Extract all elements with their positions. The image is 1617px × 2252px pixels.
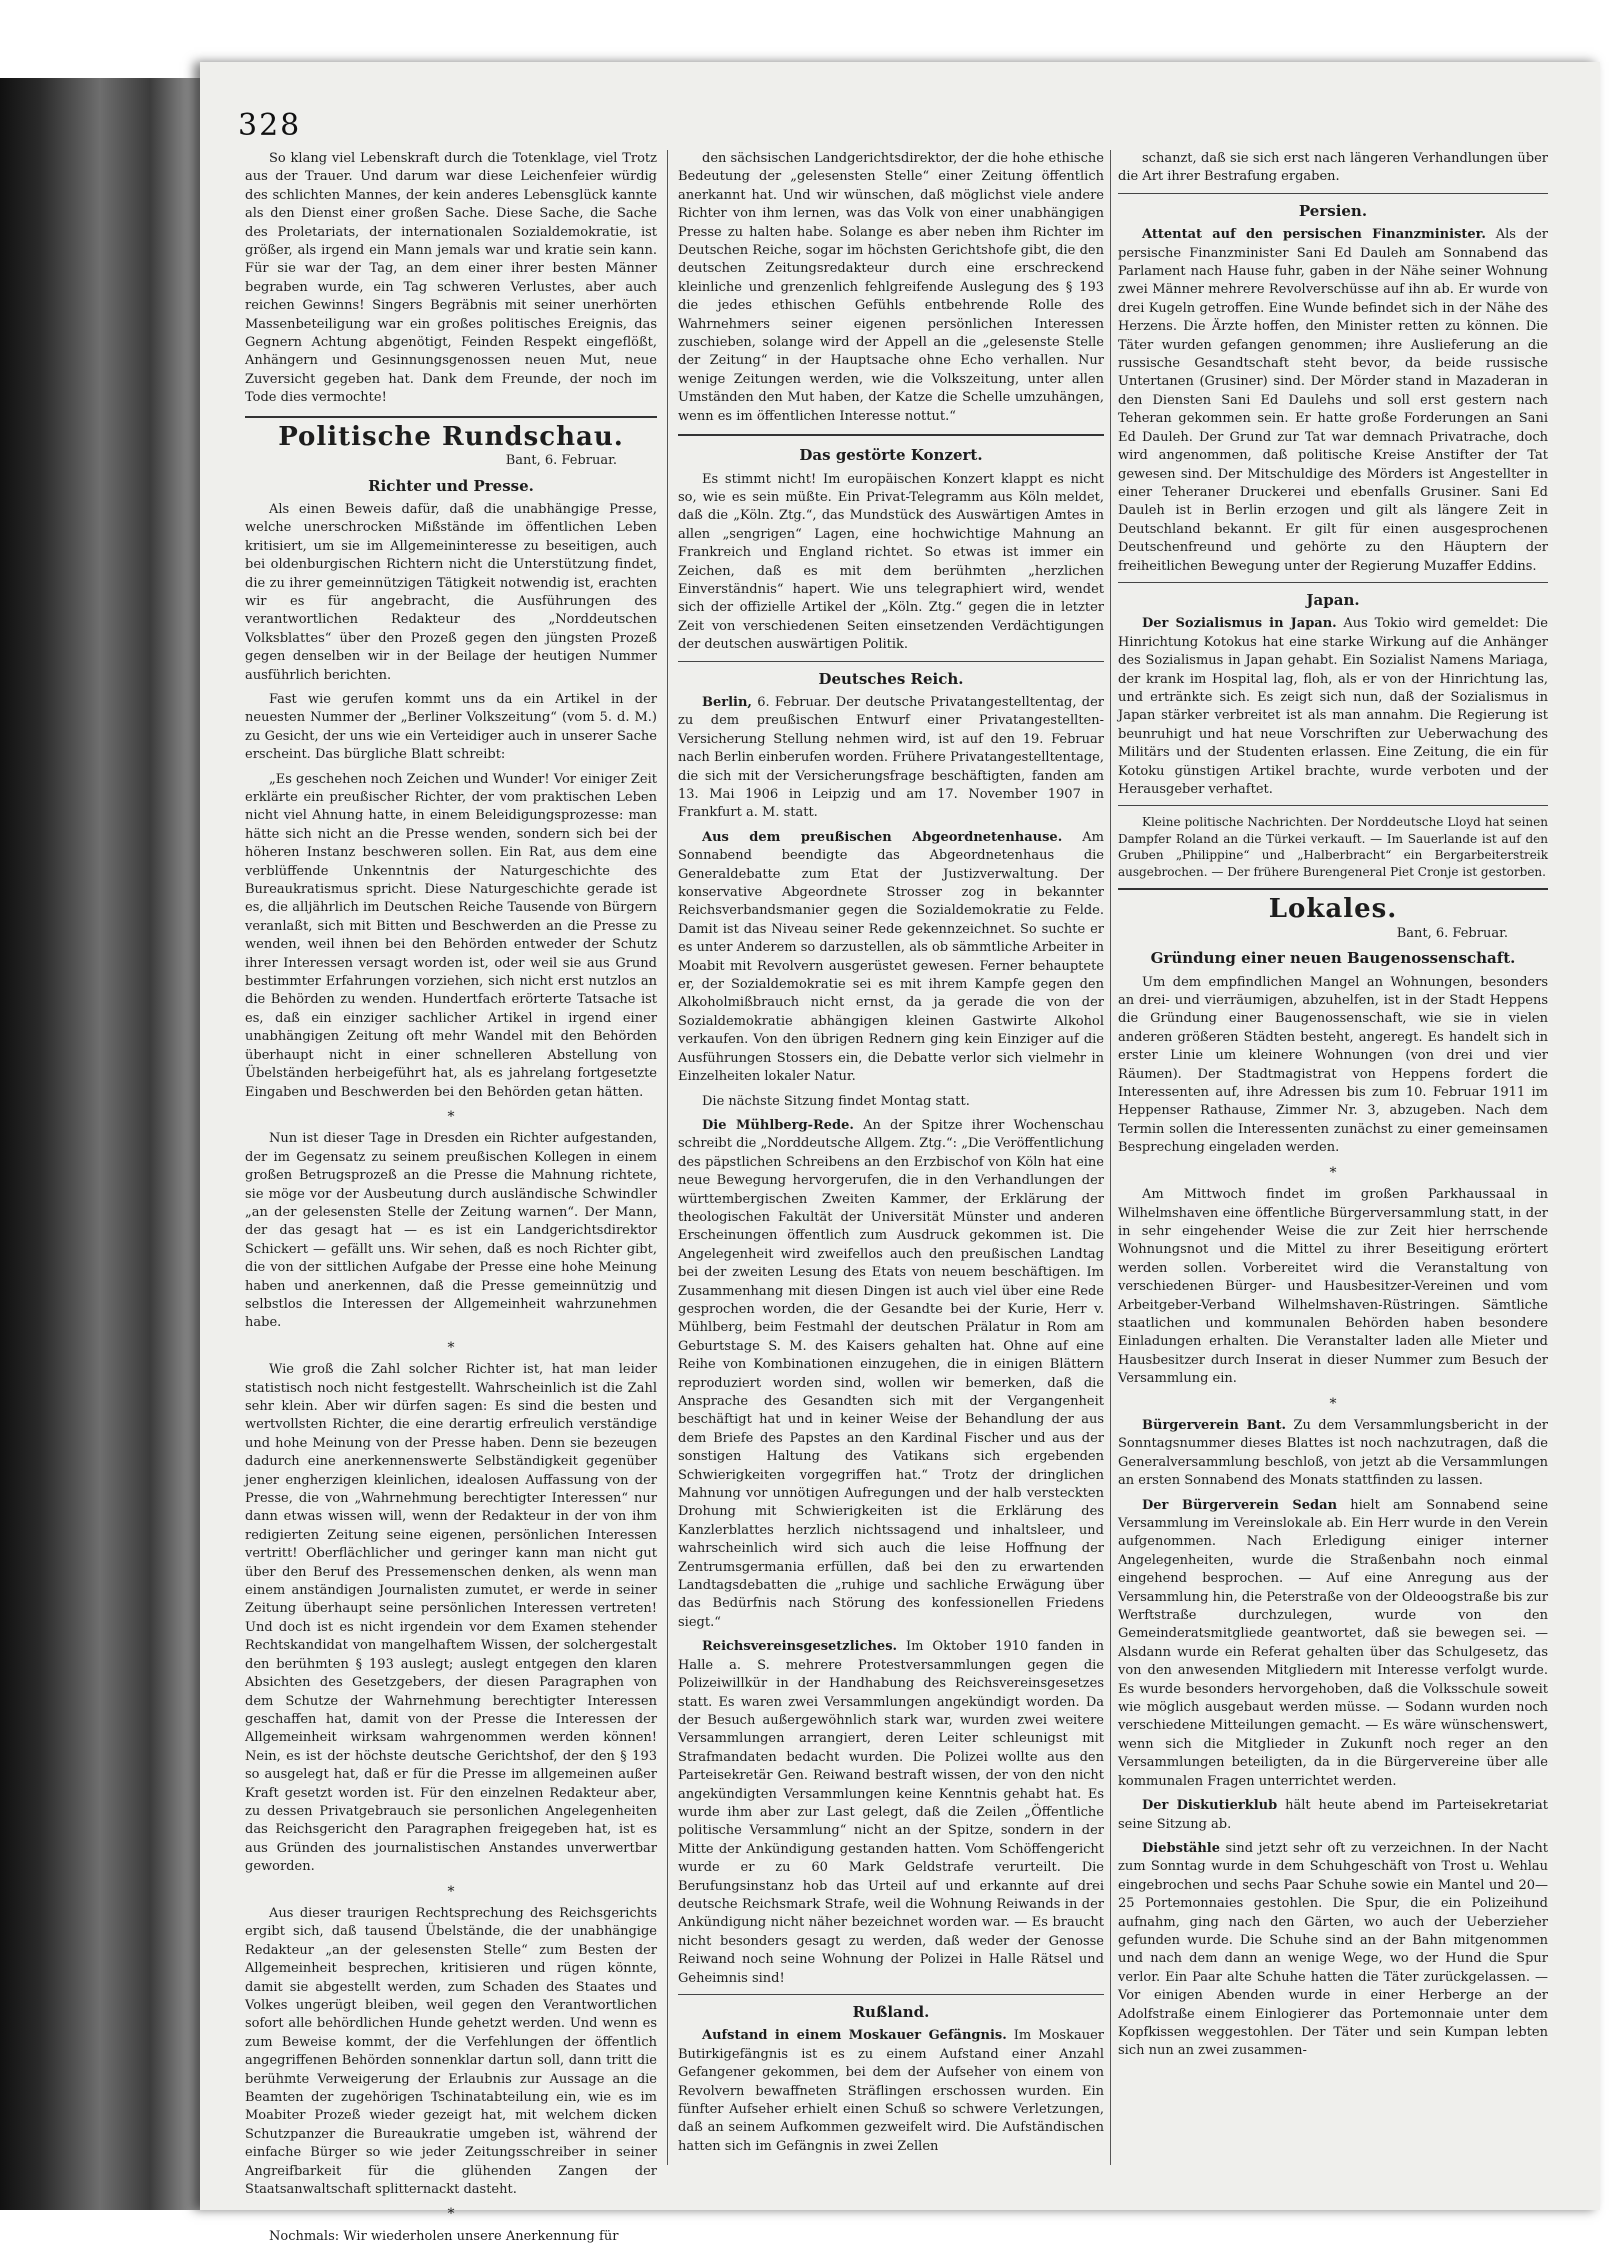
paragraph: den sächsischen Landgerichtsdirektor, der die hohe ethische Bedeutung der „gelesensten Stelle“ einer Zeitung öffentlich anerkannt hat. Und wir wünschen, daß möglichst viele andere Richter von ihm lernen, was das Volk von einer unabhängigen Presse zu halten habe. Solange es aber neben ihm Richter im Deutschen Reiche, sogar im höchsten Gerichtshofe gibt, die den deutschen Zeitungsredakteur durch eine erschreckend kleinliche und grenzenlich fehlgreifende Auslegung des § 193 die jedes ethischen Gefühls entbehrende Rolle des Wahrnehmers seiner eigenen persönlichen Interessen zuschieben, solange wird der Appell an die „gelesenste Stelle der Zeitung“ in der Hauptsache ohne Echo verhallen. Nur wenige Zeitungen werden, wie die Volkszeitung, unter allen Umständen den Mut haben, der Katze die Schelle umzuhängen, wenn es im öffentlichen Interesse nottut.“ xyxy=(678,151,1104,424)
paragraph: Es stimmt nicht! Im europäischen Konzert klappt es nicht so, wie es sein müßte. Ein Privat-Telegramm aus Köln meldet, daß die „Köln. Ztg.“, das Mundstück des Auswärtigen Amtes in allen „sengrigen“ Lagen, eine hochwichtige Mahnung an Frankreich und England richtet. So etwas ist immer ein Zeichen, daß es mit dem berühmten „herzlichen Einverständnis“ hapert. Wie uns telegraphiert wird, wendet sich der offizielle Artikel der „Köln. Ztg.“ gegen die in letzter Zeit von verschiedenen Seiten einsetzenden Verdächtigungen der deutschen auswärtigen Politik. xyxy=(678,471,1104,653)
lead-word: Reichsvereinsgesetzliches. xyxy=(702,1639,898,1655)
paragraph xyxy=(1118,1497,1548,1792)
dateline: Bant, 6. Februar. xyxy=(505,453,617,469)
paragraph xyxy=(1118,1840,1548,2061)
divider xyxy=(1118,193,1548,194)
paragraph-text: 6. Februar. Der deutsche Privatangestelltentag, der zu dem preußischen Entwurf einer Privatangestellten-Versicherung Stellung nehmen wird, ist auf den 19. Februar nach Berlin einberufen worden. Frühere Privatangestelltentage, die sich mit der Versicherungsfrage beschäftigten, fanden am 13. Mai 1906 in Leipzig und am 17. November 1907 in Frankfurt a. M. statt. xyxy=(678,694,1104,821)
column-middle xyxy=(678,150,1104,2162)
lead-word: Diebstähle xyxy=(1142,1840,1220,1856)
paragraph: Als einen Beweis dafür, daß die unabhängige Presse, welche unerschrocken Mißstände im öffentlichen Leben kritisiert, um sie im Allgemeininteresse zu beseitigen, auch bei oldenburgischen Richtern nicht die Unterstützung findet, die zu ihrer gemeinnützigen Tätigkeit notwendig ist, erachten wir es für angebracht, die Ausführungen des verantwortlichen Redakteur des „Norddeutschen Volksblattes“ über den Prozeß gegen den jüngsten Prozeß gegen denselben wir in der Beilage der heutigen Nummer ausführlich berichten. xyxy=(245,501,657,683)
article-title: Richter und Presse. xyxy=(368,476,534,495)
lead-word: Die Mühlberg-Rede. xyxy=(702,1117,854,1133)
paragraph xyxy=(678,1117,1104,1632)
paragraph: Die nächste Sitzung findet Montag statt. xyxy=(702,1093,970,1109)
paragraph-text: Am Sonnabend beendigte das Abgeordnetenhaus die Generaldebatte zum Etat der Justizverwaltung. Der konservative Abgeordnete Strosser zog in bekannter Reichsverbandsmanier gegen die Sozialdemokratie zu Felde. Damit ist das Niveau seiner Rede gekennzeichnet. So suchte er es unter Anderem so darzustellen, als ob sämmtliche Arbeiter in Moabit mit Revolvern ausgerüstet gewesen. Ferner behauptete er, der Sozialdemokratie sei es mit ihrem Kampfe gegen den Alkoholmißbrauch nicht ernst, da ja gerade die von der Sozialdemokratie abhängigen kleinen Gastwirte Alkohol verkaufen. Von den übrigen Rednern ging kein Einziger auf die Ausführungen Stossers ein, die Debatte verlor sich vielmehr in Einzelheiten lokaler Natur. xyxy=(678,829,1104,1085)
lead-word: Attentat auf den persischen Finanzminister. xyxy=(1142,227,1486,243)
paragraph: Aus dieser traurigen Rechtsprechung des Reichsgerichts ergibt sich, daß tausend Übelstände, die der unabhängige Redakteur „an der gelesensten Stelle“ zum Besten der Allgemeinheit besprechen, kritisieren und rügen könnte, damit sie abgestellt werden, zum Schaden des Staates und Volkes ungerügt bleiben, weil gegen den Verantwortlichen sofort alle behördlichen Hunde gehetzt werden. Und wenn es zum Beweise kommt, der die Verfehlungen der öffentlich angegriffenen Behörden sonnenklar dartun soll, dann tritt die berühmte Verweigerung der Erlaubnis zur Aussage an die Beamten der zugehörigen Tschinatabteilung ein, wie es im Moabiter Prozeß wieder gezeigt hat, mit welchem dicken Schutzpanzer die Bureaukratie umgeben ist, während der einfache Bürger so wie jeder Zeitungsschreiber in seiner Angreifbarkeit für die glühenden Zangen der Staatsanwaltschaft splitternackt dasteht. xyxy=(245,1905,657,2198)
paragraph: Kleine politische Nachrichten. Der Norddeutsche Lloyd hat seinen Dampfer Roland an die Türkei verkauft. — Im Sauerlande ist auf den Gruben „Philippine“ und „Halberbracht“ ein Bergarbeiterstreik ausgebrochen. — Der frühere Burengeneral Piet Cronje ist gestorben. xyxy=(1118,815,1548,879)
paragraph xyxy=(678,2027,1104,2156)
paragraph xyxy=(1118,615,1548,799)
paragraph-text: Im Moskauer Butirkigefängnis ist es zu einem Aufstand einer Anzahl Gefangener gekommen, bei dem der Aufseher von einem von Revolvern bewaffneten Sträflingen erschossen wurden. Ein fünfter Aufseher erhielt einen Schuß so schwere Verletzungen, daß an seinem Aufkommen gezweifelt wird. Die Aufständischen hatten sich im Gefängnis in zwei Zellen xyxy=(678,2028,1104,2154)
column-rule xyxy=(1110,150,1111,2165)
paragraph-text: hielt am Sonnabend seine Versammlung im Vereinslokale ab. Ein Herr wurde in den Verein aufgenommen. Nach Erledigung einiger interner Angelegenheiten, wurde die Straßenbahn noch einmal eingehend besprochen. — Auf eine Anregung aus der Versammlung hin, die Peterstraße von der Oldeoogstraße bis zur Werftstraße durchzulegen, wurde von den Gemeinderatsmitgliede geantwortet, daß sie bewegen sei. — Alsdann wurde ein Referat gehalten über das Schulgesetz, das von den anwesenden Mitgliedern mit Interesse verfolgt wurde. Es wurde besonders hervorgehoben, daß die Volksschule soweit wie möglich ausgebaut werden müsse. — Sodann wurden noch verschiedene Mitteilungen gemacht. — Es wäre wünschenswert, wenn sich die Mitglieder in Zukunft noch reger an den Versammlungen beteiligten, da in die Bürgervereine über alle kommunalen Fragen unterrichtet werden. xyxy=(1118,1497,1549,1789)
separator-star: * xyxy=(447,1883,455,1900)
section-heading: Japan. xyxy=(1306,590,1360,609)
page-number: 328 xyxy=(238,108,302,143)
section-title: Politische Rundschau. xyxy=(278,421,624,452)
paragraph xyxy=(1118,1797,1548,1834)
divider xyxy=(245,416,657,418)
dateline: Bant, 6. Februar. xyxy=(1396,925,1508,941)
paragraph xyxy=(1118,1417,1548,1491)
paragraph-text: Als der persische Finanzminister Sani Ed Dauleh am Sonnabend das Parlament nach Hause fuhr, gaben in der Nähe seiner Wohnung zwei Männer mehrere Revolverschüsse auf ihn ab. Er wurde von drei Kugeln getroffen. Eine Wunde befindet sich in der Nähe des Herzens. Die Ärzte hoffen, den Minister retten zu können. Die Täter wurden gefangen genommen; ihre Auslieferung an die russische Gesandtschaft steht bevor, da beide russische Untertanen (Grusiner) sind. Der Mörder stand in Mazaderan in den Diensten Sani Ed Daulehs und soll erst gestern nach Teheran gekommen sein. Er hatte große Forderungen an Sani Ed Dauleh. Der Grund zur Tat war demnach Privatrache, doch wird angenommen, daß politische Kreise Anstifter der Tat gewesen sind. Der Mitschuldige des Mörders ist Angestellter in einer Teheraner Druckerei und ebenfalls Grusiner. Sani Ed Dauleh ist in Berlin erzogen und gilt als längere Zeit in Deutschland bekannt. Er gilt für einen ausgesprochenen Deutschenfreund und gehörte zu den Häuptern der freiheitlichen Bewegung unter der Regierung Muzaffer Eddins. xyxy=(1118,227,1548,574)
paragraph xyxy=(1118,226,1548,576)
column-left xyxy=(245,150,657,2252)
paragraph-text: sind jetzt sehr oft zu verzeichnen. In der Nacht zum Sonntag wurde in dem Schuhgeschäft von Trost u. Wehlau eingebrochen und sechs Paar Schuhe sowie ein Mantel und 20—25 Portemonnaies gestohlen. Die Spur, die ein Polizeihund aufnahm, ging nach den Gärten, wo auch der Ueberzieher gefunden wurde. Die Schuhe sind an der Bahn mitgenommen und nach dem dann an wenige Wege, wo der Hund die Spur verlor. Ein Paar alte Schuhe hatten die Täter zurückgelassen. — Vor einigen Abenden wurde in einer Herberge an der Adolfstraße einem Einlogierer das Portemonnaie unter dem Kopfkissen weggestohlen. Der Täter und sein Kumpan lebten sich nun an zwei zusammen- xyxy=(1118,1840,1549,2059)
column-right xyxy=(1118,150,1548,2067)
divider xyxy=(1118,888,1548,890)
lead-word: Berlin, xyxy=(702,694,752,710)
paragraph: Fast wie gerufen kommt uns da ein Artikel in der neuesten Nummer der „Berliner Volkszeitung“ (vom 5. d. M.) zu Gesicht, der uns wie ein Verteidiger auch in unserer Sache erscheint. Das bürgliche Blatt schreibt: xyxy=(245,691,657,763)
paragraph xyxy=(678,1638,1104,1988)
separator-star: * xyxy=(447,1339,455,1356)
separator-star: * xyxy=(447,2206,455,2223)
paragraph-text: hält heute abend im Parteisekretariat seine Sitzung ab. xyxy=(1118,1798,1549,1832)
lead-word: Aufstand in einem Moskauer Gefängnis. xyxy=(702,2028,1007,2044)
lead-word: Der Diskutierklub xyxy=(1142,1798,1278,1814)
paragraph: Nochmals: Wir wiederholen unsere Anerkennung für xyxy=(269,2228,619,2244)
divider xyxy=(678,434,1104,436)
paragraph: „Es geschehen noch Zeichen und Wunder! Vor einiger Zeit erklärte ein preußischer Richter, der vom praktischen Leben nicht viel Ahnung hatte, in einem Beleidigungsprozesse: man hätte sich nicht an die Presse wenden, sondern sich bei der höheren Instanz beschweren sollen. Ein Rat, aus dem eine verblüffende Unkenntnis der Naturgeschichte des Bureaukratismus spricht. Diese Naturgeschichte gerade ist es, die alljährlich im Deutschen Reiche Tausende von Bürgern veranlaßt, sich mit Bitten und Beschwerden an die Presse zu wenden, weil ihnen bei den Behörden entweder der Schutz ihrer Interessen versagt worden ist, oder weil sie aus Grund bestimmter Erfahrungen vorziehen, sich nicht erst nutzlos an die Behörden zu wenden. Hundertfach erörterte Tatsache ist es, daß ein einziger sachlicher Artikel in irgend einer unabhängigen Zeitung oft mehr Wandel mit den Behörden überhaupt nicht in einer schnelleren Abstellung von Übelständen herbeigeführt hat, als es jahrelang fortgesetzte Eingaben und Beschwerden bei den Behörden getan hätten. xyxy=(245,771,657,1100)
divider xyxy=(678,1994,1104,1995)
paragraph: Nun ist dieser Tage in Dresden ein Richter aufgestanden, der im Gegensatz zu seinem preußischen Kollegen in einem großen Betrugsprozeß an die Presse die Mahnung richtete, sie möge vor der Ausbeutung durch ausländische Schwindler „an der gelesensten Stelle der Zeitung warnen“. Der Mann, der das gesagt hat — es ist ein Landgerichtsdirektor Schickert — gefällt uns. Wir sehen, daß es noch Richter gibt, die von der sittlichen Aufgabe der Presse eine hohe Meinung haben und anerkennen, daß die Presse gemeinnützig und selbstlos die Interessen der Allgemeinheit wahrzunehmen habe. xyxy=(245,1131,657,1331)
section-heading: Rußland. xyxy=(852,2003,930,2021)
paragraph-text: Im Oktober 1910 fanden in Halle a. S. mehrere Protestversammlungen gegen die Polizeiwillkür in der Handhabung des Reichsvereinsgesetzes statt. Es waren zwei Versammlungen angekündigt worden. Da der Besuch außergewöhnlich stark war, wurden zwei weitere Versammlungen arrangiert, deren Leiter schleunigst mit Strafmandaten bedacht wurden. Die Polizei wollte aus den Parteisekretär Gen. Reiwand bestraft wissen, der von den nicht angekündigten Versammlungen keine Kenntnis gehabt hat. Es wurde ihm aber zur Last gelegt, daß die Zeilen „Öffentliche politische Versammlung“ nicht an der Spitze, sondern in der Mitte der Ankündigung gestanden hatten. Vom Schöffengericht wurde er zu 60 Mark Geldstrafe verurteilt. Die Berufungsinstanz hob das Urteil auf und erkannte auf drei deutsche Reichsmark Strafe, weil die Wohnung Reiwands in der Ankündigung nicht näher bezeichnet worden war. — Es braucht nicht besonders gesagt zu werden, daß weder der Genosse Reiwand noch seine Wohnung der Polizei in Halle Rätsel und Geheimnis sind! xyxy=(678,1639,1104,1986)
section-title: Lokales. xyxy=(1268,894,1398,925)
separator-star: * xyxy=(447,1108,455,1125)
book-binding xyxy=(0,78,225,2210)
separator-star: * xyxy=(1329,1164,1337,1181)
paragraph-text: An der Spitze ihrer Wochenschau schreibt die „Norddeutsche Allgem. Ztg.“: „Die Veröffentlichung des päpstlichen Schreibens an den Erzbischof von Köln hat eine neue Bewegung hervorgerufen, die in den Verhandlungen der württembergischen Zweiten Kammer, der Erklärung der theologischen Fakultät der Universität Münster und anderen Erscheinungen öffentlich zum Ausdruck gekommen ist. Die Angelegenheit wird zweifellos auch den preußischen Landtag bei der zweiten Lesung des Etats von neuem beschäftigen. Im Zusammenhang mit diesen Dingen ist auch viel über eine Rede gesprochen worden, die der Gesandte bei der Kurie, Herr v. Mühlberg, beim Festmahl der deutschen Prälatur in Rom am Geburtstage S. M. des Kaisers gehalten hat. Ohne auf eine Reihe von Kombinationen einzugehen, die in einigen Blättern reproduziert worden sind, wollen wir bemerken, daß die Ansprache des Gesandten sich mit der Vergangenheit beschäftigt hat und in keiner Weise der Behandlung der aus dem Briefe des Papstes an den Kardinal Fischer und aus der sonstigen Haltung des Vatikans sich ergebenden Schwierigkeiten vorgegriffen hat.“ Trotz der dringlichen Mahnung vor unnötigen Aufregungen und der halb versteckten Drohung mit Schwierigkeiten ist die Erklärung des Kanzlerblattes herzlich nichtssagend und inhaltsleer, und wahrscheinlich wird sich auch die leise Hoffnung der Zentrumsgermania erfüllen, daß bei den zu erwartenden Landtagsdebatten die „ruhige und sachliche Erwägung über das Bedürfnis nach Störung des konfessionellen Friedens siegt.“ xyxy=(678,1117,1105,1630)
lead-word: Der Bürgerverein Sedan xyxy=(1142,1497,1338,1513)
article-title: Gründung einer neuen Baugenossenschaft. xyxy=(1150,949,1516,968)
section-heading: Deutsches Reich. xyxy=(818,669,964,688)
paragraph: Am Mittwoch findet im großen Parkhaussaal in Wilhelmshaven eine öffentliche Bürgerversammlung statt, in der in sehr eingehender Weise die zur Zeit hier herrschende Wohnungsnot und die Mittel zu ihrer Beseitigung erörtert werden sollen. Vorbereitet wird die Veranstaltung von verschiedenen Bürger- und Hausbesitzer-Vereinen und vom Arbeitgeber-Verband Wilhelmshaven-Rüstringen. Sämtliche staatlichen und kommunalen Behörden haben besondere Einladungen erhalten. Die Veranstalter laden alle Mieter und Hausbesitzer durch Inserat in dieser Nummer zum Besuch der Versammlung ein. xyxy=(1118,1187,1548,1387)
separator-star: * xyxy=(1329,1395,1337,1412)
paragraph: Wie groß die Zahl solcher Richter ist, hat man leider statistisch noch nicht festgestellt. Wahrscheinlich ist die Zahl sehr klein. Aber wir dürfen sagen: Es sind die besten und wertvollsten Richter, die eine derartig erfreulich verständige und hohe Meinung von der Presse haben. Denn sie bezeugen dadurch eine anerkennenswerte Selbständigkeit gegenüber jener engherzigen kleinlichen, idealosen Auffassung von der Presse, die von „Wahrnehmung berechtigter Interessen“ nur dann etwas wissen will, wenn der Redakteur in der von ihm redigierten Zeitung seine eigenen, persönlichen Interessen vertritt! Oberflächlicher und geringer kann man nicht gut über den Beruf des Pressemenschen denken, als wenn man einem anständigen Journalisten zumutet, er werde in seiner Zeitung überhaupt seine persönlichen Interessen vertreten! Und doch ist es nicht irgendein vor dem Examen stehender Rechtskandidat von mangelhaftem Wissen, der solchergestalt den berühmten § 193 auslegt; auslegt entgegen den klaren Absichten des Gesetzgebers, der diesen Paragraphen von dem Schutze der Wahrnehmung berechtigter Interessen geschaffen hat, damit von der Presse die Interessen der Allgemeinheit wirksam wahrgenommen werden können! Nein, es ist der höchste deutsche Gerichtshof, der den § 193 so ausgelegt hat, daß er für die Presse im allgemeinen außer Kraft gesetzt worden ist. Für den einzelnen Redakteur aber, zu dessen Privatgebrauch sie personlichen Angelegenheiten das Reichsgericht den Paragraphen freigegeben hat, ist es aus Gründen des journalistischen Anstandes unverwertbar geworden. xyxy=(245,1362,657,1875)
divider xyxy=(1118,805,1548,806)
lead-word: Der Sozialismus in Japan. xyxy=(1142,616,1337,632)
paragraph: So klang viel Lebenskraft durch die Totenklage, viel Trotz aus der Trauer. Und darum war diese Leichenfeier würdig des schlichten Mannes, der kein anderes Lebensglück kannte als den Dienst einer großen Sache. Diese Sache, die Sache des Proletariats, der internationalen Sozialdemokratie, ist größer, als irgend ein Mann jemals war und kratie sein kann. Für sie war der Tag, an dem einer ihrer besten Männer begraben wurde, ein Tag schweren Verlustes, aber auch reichen Gewinns! Singers Begräbnis mit seiner unerhörten Massenbeteiligung war ein großes politisches Ereignis, das Gegnern Achtung abgenötigt, Feinden Respekt eingeflößt, Anhängern und Gesinnungsgenossen neuen Mut, neue Zuversicht gegeben hat. Dank dem Freunde, der noch im Tode dies vermochte! xyxy=(245,151,657,406)
article-title: Das gestörte Konzert. xyxy=(799,446,983,465)
paragraph: schanzt, daß sie sich erst nach längeren Verhandlungen über die Art ihrer Bestrafung ergaben. xyxy=(1118,151,1548,185)
paragraph: Um dem empfindlichen Mangel an Wohnungen, besonders an drei- und vierräumigen, abzuhelfen, ist in der Stadt Heppens die Gründung einer Baugenossenschaft, wie sie in vielen anderen größeren Städten besteht, angeregt. Es handelt sich in erster Linie um kleinere Wohnungen (von drei und vier Räumen). Der Stadtmagistrat von Heppens fordert die Interessenten auf, ihre Adressen bis zum 10. Februar 1911 im Heppenser Rathause, Zimmer Nr. 3, abzugeben. Nach dem Termin sollen die Interessenten zunächst zu einer gemeinsamen Besprechung eingeladen werden. xyxy=(1118,974,1548,1156)
lead-word: Aus dem preußischen Abgeordnetenhause. xyxy=(702,829,1063,845)
section-heading: Persien. xyxy=(1298,201,1368,220)
column-rule xyxy=(667,150,668,2165)
paragraph-text: Aus Tokio wird gemeldet: Die Hinrichtung Kotokus hat eine starke Wirkung auf die Anhänger des Sozialismus in Japan gehabt. Ein Sozialist Namens Mariaga, der krank im Hospital lag, floh, als er von der Hinrichtung las, und ertränkte sich. Es zeigt sich nun, daß der Sozialismus in Japan stärker verbreitet ist als man annahm. Die Regierung ist beunruhigt und hat neue Vorschriften zur Ueberwachung des Militärs und der Studenten erlassen. Eine Zeitung, die ein für Kotoku günstigen Artikel brachte, wurde verboten und der Herausgeber verhaftet. xyxy=(1118,616,1548,797)
paragraph xyxy=(678,694,1104,823)
paragraph xyxy=(678,829,1104,1087)
divider xyxy=(1118,582,1548,583)
lead-word: Bürgerverein Bant. xyxy=(1142,1417,1287,1433)
divider xyxy=(678,661,1104,662)
paragraph-text: Zu dem Versammlungsbericht in der Sonntagsnummer dieses Blattes ist noch nachzutragen, daß die Generalversammlung beschloß, von jetzt ab die Versammlungen an ersten Sonnabend des Monats stattfinden zu lassen. xyxy=(1118,1417,1548,1489)
